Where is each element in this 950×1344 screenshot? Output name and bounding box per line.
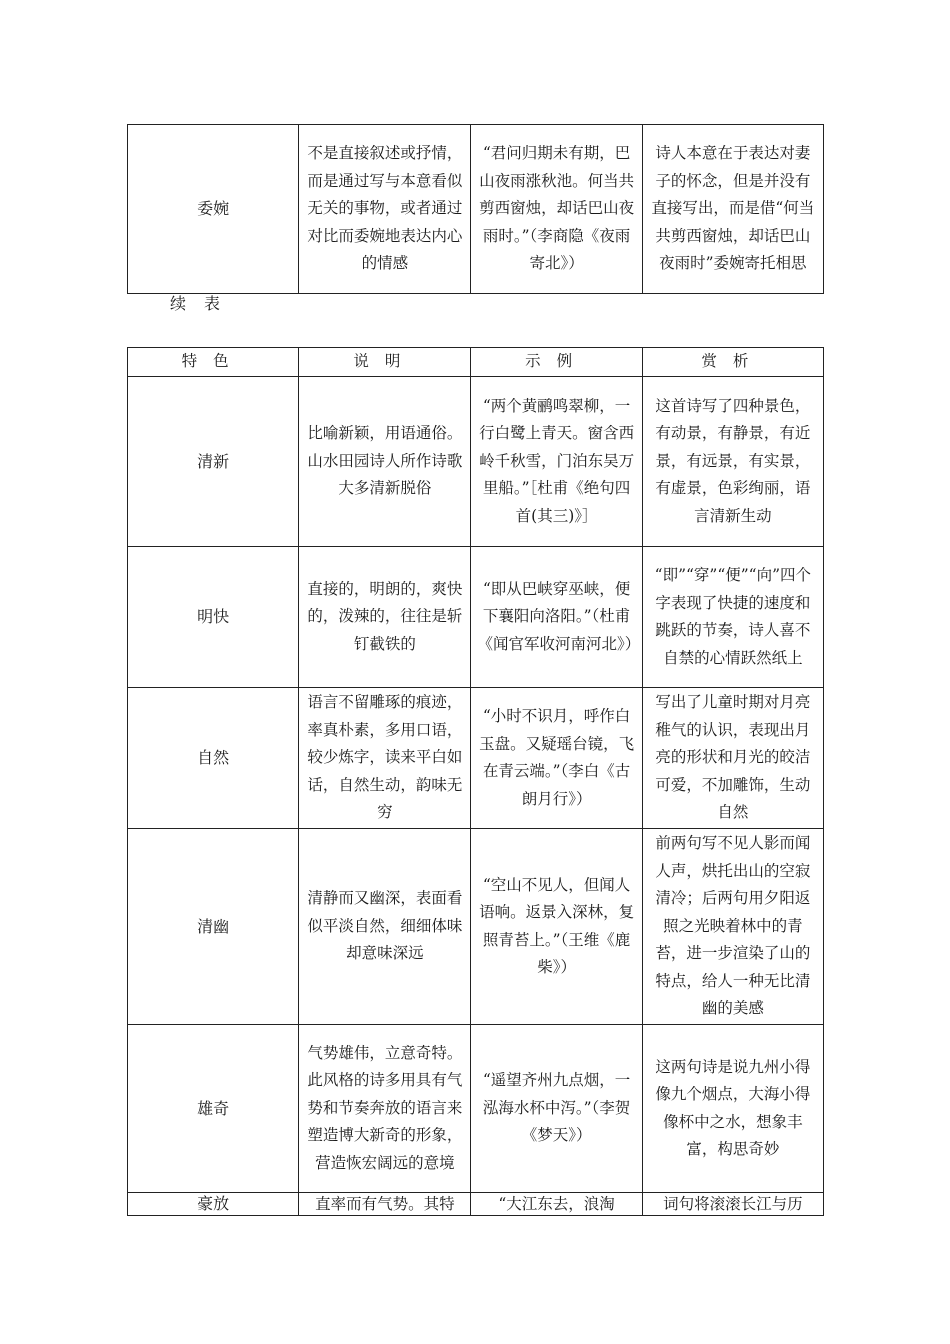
table-row <box>128 547 824 688</box>
table-row <box>128 688 824 829</box>
poetry-style-table <box>127 347 824 1216</box>
feature-cell: 委婉 <box>128 125 299 294</box>
feature-cell: 清新 <box>128 377 299 547</box>
analysis-cell: 写出了儿童时期对月亮稚气的认识，表现出月亮的形状和月光的皎洁可爱，不加雕饰，生动自然 <box>642 688 823 829</box>
header-explanation: 说明 <box>299 348 471 377</box>
table-row <box>128 377 824 547</box>
explanation-cell: 不是直接叙述或抒情，而是通过写与本意看似无关的事物，或者通过对比而委婉地表达内心的情感 <box>299 125 471 294</box>
example-cell: “君问归期未有期，巴山夜雨涨秋池。何当共剪西窗烛，却话巴山夜雨时。”（李商隐《夜雨寄北》） <box>471 125 642 294</box>
feature-cell: 明快 <box>128 547 299 688</box>
explanation-cell: 直接的，明朗的，爽快的，泼辣的，往往是斩钉截铁的 <box>299 547 471 688</box>
feature-cell: 雄奇 <box>128 1025 299 1193</box>
example-cell: “遥望齐州九点烟，一泓海水杯中泻。”（李贺《梦天》） <box>471 1025 642 1193</box>
explanation-cell: 清静而又幽深，表面看似平淡自然，细细体味却意味深远 <box>299 829 471 1025</box>
explanation-cell: 比喻新颖，用语通俗。山水田园诗人所作诗歌大多清新脱俗 <box>299 377 471 547</box>
analysis-cell: 这两句诗是说九州小得像九个烟点，大海小得像杯中之水，想象丰富，构思奇妙 <box>642 1025 823 1193</box>
explanation-cell: 直率而有气势。其特 <box>299 1193 471 1216</box>
explanation-cell: 语言不留雕琢的痕迹，率真朴素，多用口语，较少炼字，读来平白如话，自然生动，韵味无穷 <box>299 688 471 829</box>
example-cell: “大江东去，浪淘 <box>471 1193 642 1216</box>
table-header-row <box>128 348 824 377</box>
table-caption: 续表 <box>170 294 239 313</box>
example-cell: “空山不见人，但闻人语响。返景入深林，复照青苔上。”（王维《鹿柴》） <box>471 829 642 1025</box>
analysis-cell: 词句将滚滚长江与历 <box>642 1193 823 1216</box>
analysis-cell: “即”“穿”“便”“向”四个字表现了快捷的速度和跳跃的节奏，诗人喜不自禁的心情跃然纸上 <box>642 547 823 688</box>
header-feature: 特色 <box>128 348 299 377</box>
table-row <box>128 125 824 294</box>
header-example: 示例 <box>471 348 642 377</box>
style-table-continued-top <box>127 124 824 294</box>
feature-cell: 自然 <box>128 688 299 829</box>
table-row <box>128 829 824 1025</box>
feature-cell: 豪放 <box>128 1193 299 1216</box>
table-row <box>128 1025 824 1193</box>
example-cell: “小时不识月，呼作白玉盘。又疑瑶台镜，飞在青云端。”（李白《古朗月行》） <box>471 688 642 829</box>
table-row <box>128 1193 824 1216</box>
analysis-cell: 前两句写不见人影而闻人声，烘托出山的空寂清冷；后两句用夕阳返照之光映着林中的青苔，进一步渲染了山的特点，给人一种无比清幽的美感 <box>642 829 823 1025</box>
analysis-cell: 诗人本意在于表达对妻子的怀念，但是并没有直接写出，而是借“何当共剪西窗烛，却话巴山夜雨时”委婉寄托相思 <box>642 125 823 294</box>
example-cell: “两个黄鹂鸣翠柳，一行白鹭上青天。窗含西岭千秋雪，门泊东吴万里船。”［杜甫《绝句四首(其三)》］ <box>471 377 642 547</box>
analysis-cell: 这首诗写了四种景色，有动景，有静景，有近景，有远景，有实景，有虚景，色彩绚丽，语言清新生动 <box>642 377 823 547</box>
example-cell: “即从巴峡穿巫峡，便下襄阳向洛阳。”（杜甫《闻官军收河南河北》） <box>471 547 642 688</box>
header-analysis: 赏析 <box>642 348 823 377</box>
feature-cell: 清幽 <box>128 829 299 1025</box>
explanation-cell: 气势雄伟，立意奇特。此风格的诗多用具有气势和节奏奔放的语言来塑造博大新奇的形象，营造恢宏阔远的意境 <box>299 1025 471 1193</box>
